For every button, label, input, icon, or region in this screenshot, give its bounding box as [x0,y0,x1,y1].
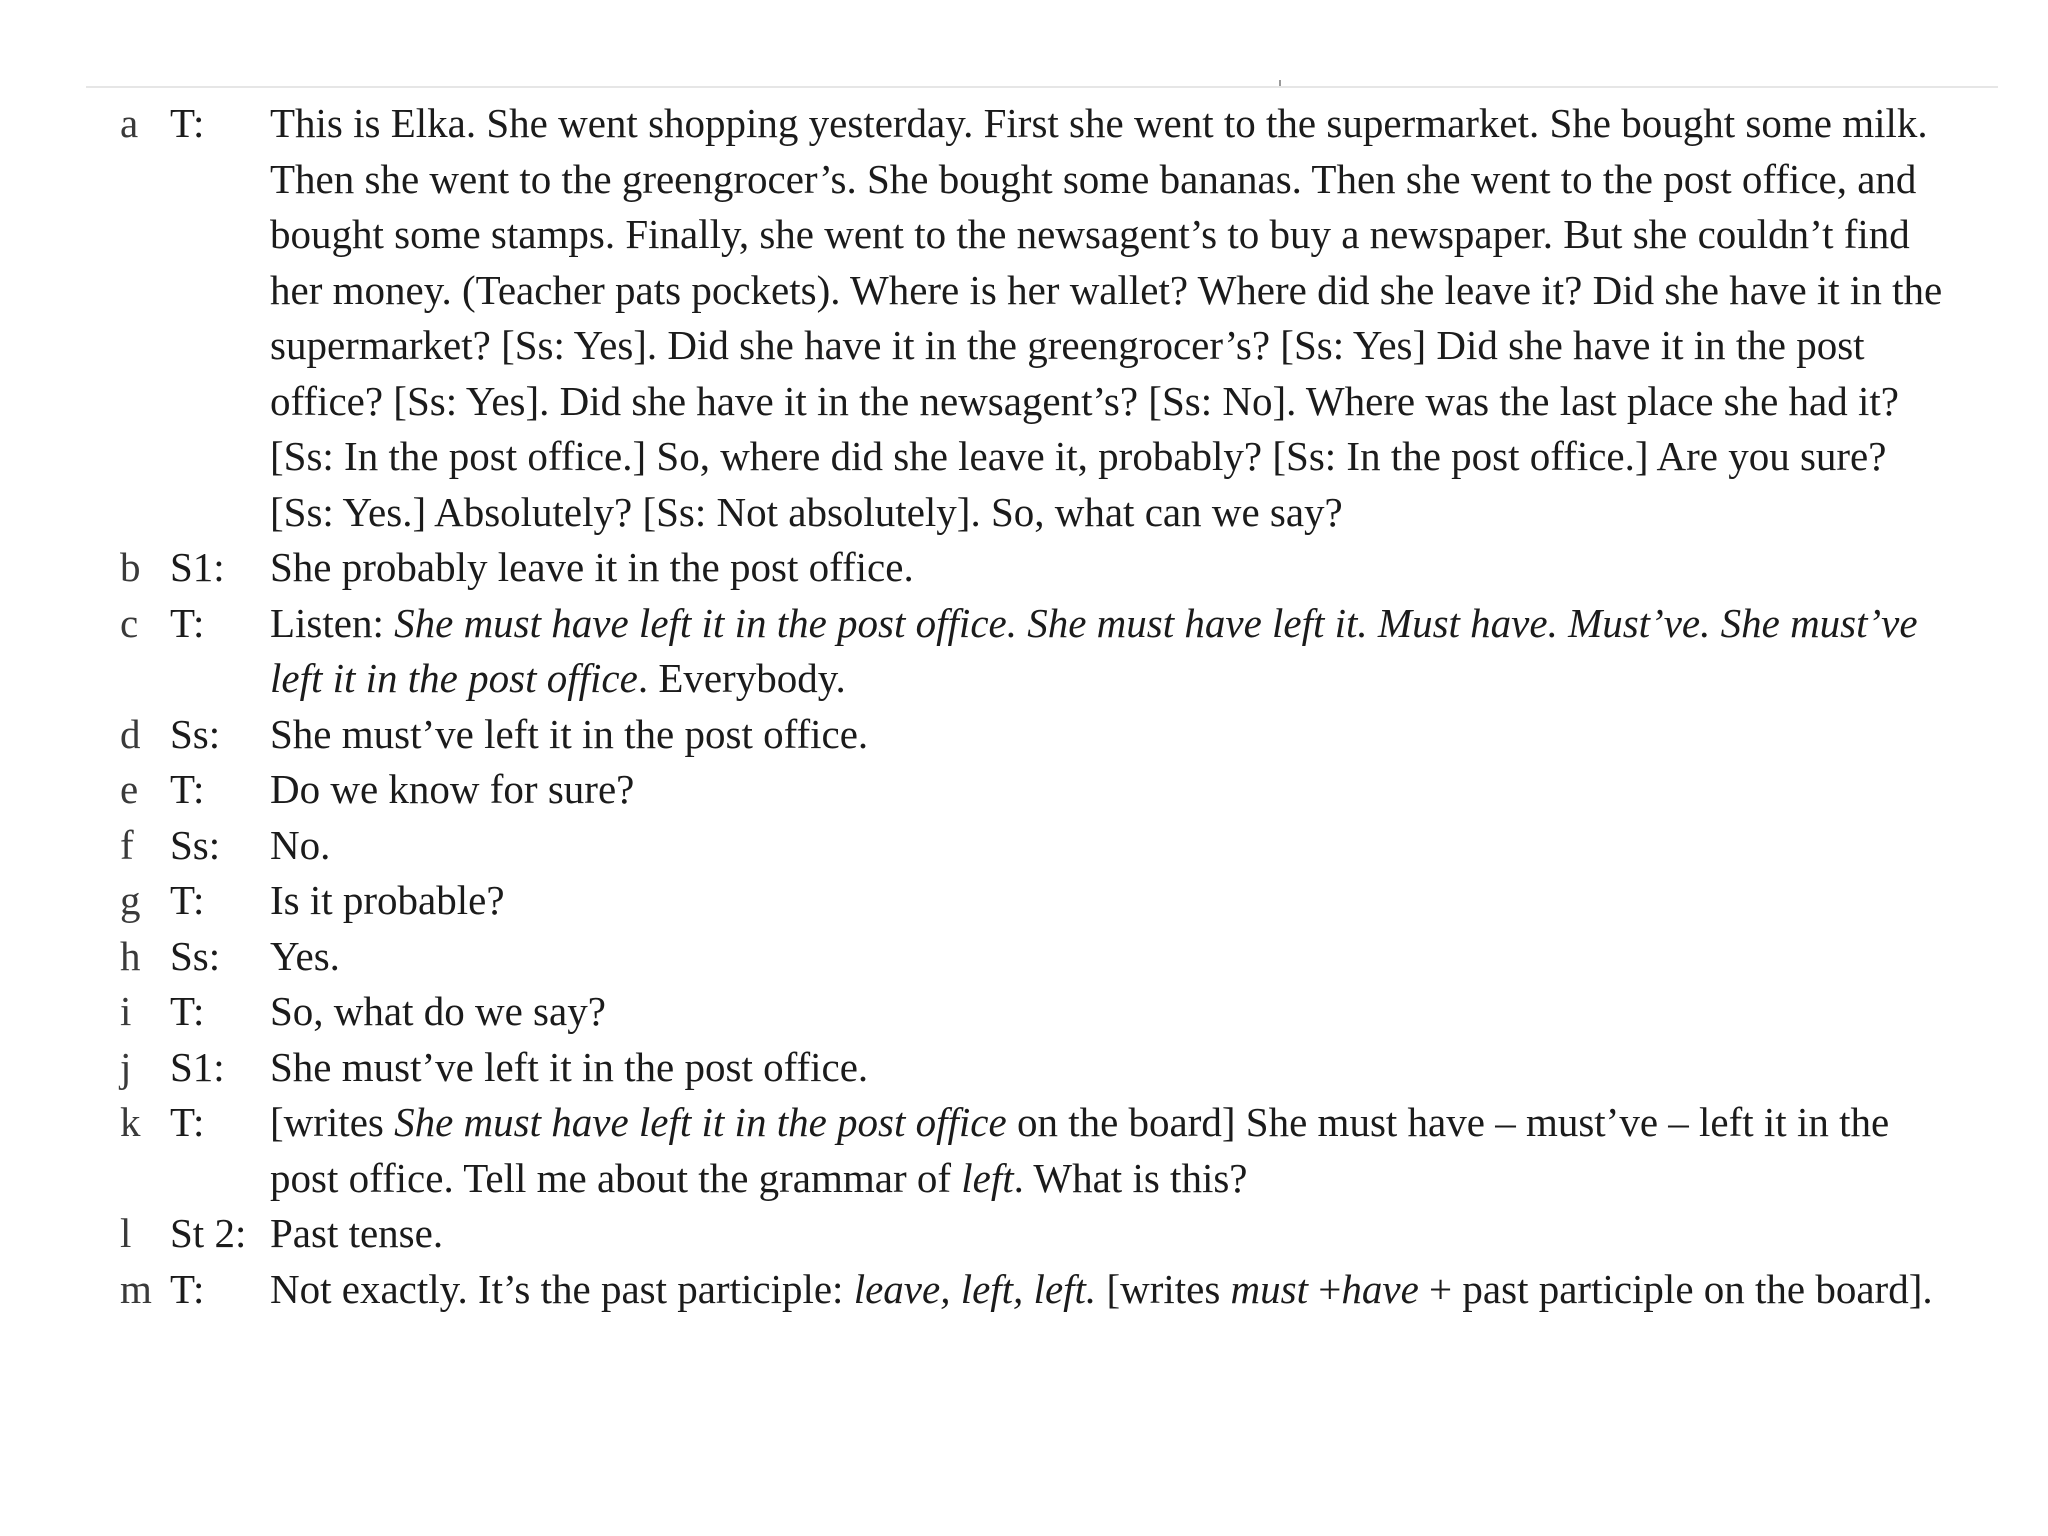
italic-segment: leave, left, left. [853,1265,1097,1312]
text-segment: Past tense. [270,1210,444,1256]
turn-text [270,873,1960,929]
transcript-turn [120,762,1960,818]
turn-text [270,96,1960,540]
turn-speaker: T: [170,766,205,812]
turn-letter: g [120,877,141,923]
turn-text [270,1262,1960,1318]
turn-text [270,929,1960,985]
italic-segment: must [1230,1265,1309,1312]
turn-text [270,1040,1960,1096]
turn-letter: m [120,1265,152,1312]
turn-letter: j [120,1043,132,1090]
turn-speaker: T: [170,1265,205,1312]
text-segment: She probably leave it in the post office. [270,544,914,590]
text-segment: + [1308,1265,1342,1312]
turn-text [270,1095,1960,1206]
transcript-turn [120,1262,1960,1318]
turn-text [270,818,1960,874]
turn-speaker: T: [170,100,205,146]
transcript-turn [120,707,1960,763]
text-segment: So, what do we say? [270,988,606,1034]
text-segment: . What is this? [1013,1154,1248,1201]
italic-segment: She must have left it in the post office [394,1099,1007,1145]
turn-speaker: T: [170,1099,205,1145]
scan-mark [1279,80,1281,86]
turn-speaker: S1: [170,1043,225,1090]
transcript-turn [120,818,1960,874]
turn-speaker: Ss: [170,710,221,757]
turn-letter: h [120,932,141,979]
text-segment: No. [270,821,331,868]
italic-segment: have [1341,1265,1419,1312]
turn-speaker: St 2: [170,1210,247,1256]
text-segment: Is it probable? [270,877,505,923]
text-segment: [writes [1096,1265,1231,1312]
transcript-turn [120,540,1960,596]
text-segment: + past participle on the board]. [1418,1265,1933,1312]
turn-text [270,984,1960,1040]
text-segment: She must’ve left it in the post office. [270,1043,869,1090]
turn-letter: d [120,710,141,757]
transcript-turn [120,929,1960,985]
turn-speaker: S1: [170,544,225,590]
italic-segment: She must have left it in the post office. She must have left it. Must have. Must’ve. She must’ve left it in the post office [270,599,1918,701]
turn-speaker: T: [170,988,205,1034]
turn-text [270,707,1960,763]
text-segment: This is Elka. She went shopping yesterday. First she went to the supermarket. She bought some milk. Then she went to the greengrocer’s. She bought some bananas. Then she went to the post office, and bought some stamps. Finally, she went to the newsagent’s to buy a newspaper. But she couldn’t find her money. (Teacher pats pockets). Where is her wallet? Where did she leave it? Did she have it in the supermarket? [Ss: Yes]. Did she have it in the greengrocer’s? [Ss: Yes] Did she have it in the post office? [Ss: Yes]. Did she have it in the newsagent’s? [Ss: No]. Where was the last place she had it? [Ss: In the post office.] So, where did she leave it, probably? [Ss: In the post office.] Are you sure? [Ss: Yes.] Absolutely? [Ss: Not absolutely]. So, what can we say? [270,100,1943,535]
transcript-turn [120,1095,1960,1206]
turn-letter: e [120,766,139,812]
transcript-turn [120,96,1960,540]
turn-text [270,762,1960,818]
turn-speaker: T: [170,877,205,923]
turn-letter: c [120,599,139,646]
turn-text [270,540,1960,596]
top-rule [86,86,1998,88]
turn-speaker: T: [170,599,205,646]
transcript-turn [120,1040,1960,1096]
transcript-turn [120,1206,1960,1262]
text-segment: Yes. [270,932,340,979]
turn-letter: k [120,1099,141,1145]
text-segment: on the board] She must have – must’ve – left it in the post office. Tell me about the grammar of [270,1099,1890,1201]
turn-text [270,1206,1960,1262]
turn-speaker: Ss: [170,932,221,979]
text-segment: . Everybody. [637,655,846,701]
text-segment: [writes [270,1099,395,1145]
transcript-turn [120,984,1960,1040]
turn-letter: a [120,100,139,146]
turn-text [270,596,1960,707]
turn-letter: i [120,988,132,1034]
turn-letter: f [120,821,134,868]
text-segment: Listen: [270,599,395,646]
transcript-turn [120,596,1960,707]
italic-segment: left [961,1154,1014,1201]
transcript-turn [120,873,1960,929]
transcript [120,96,1960,1317]
text-segment: Not exactly. It’s the past participle: [270,1265,854,1312]
turn-letter: l [120,1210,132,1256]
turn-speaker: Ss: [170,821,221,868]
text-segment: She must’ve left it in the post office. [270,710,869,757]
turn-letter: b [120,544,141,590]
text-segment: Do we know for sure? [270,766,635,812]
